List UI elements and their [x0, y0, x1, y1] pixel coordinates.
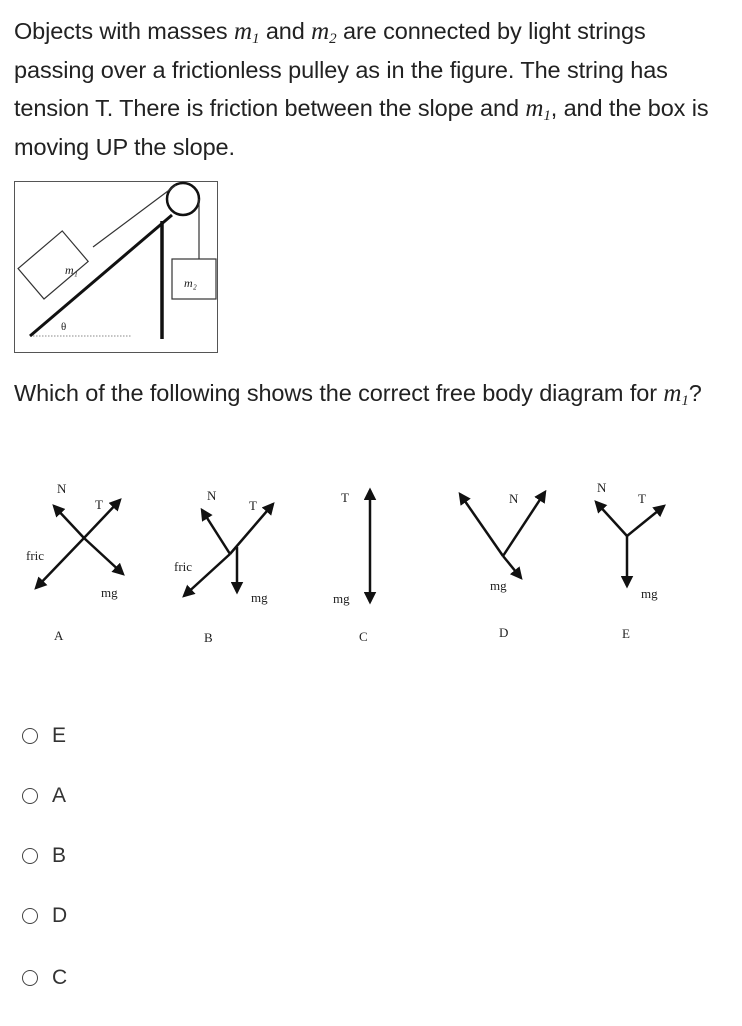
radio-button[interactable]: [22, 788, 38, 804]
diagram-a-weight-arrow: [84, 538, 123, 574]
option-c[interactable]: [22, 960, 67, 996]
diagram-b-letter: B: [204, 630, 213, 645]
diagram-a-friction-arrow: [36, 538, 84, 588]
diagram-e-label-mg: mg: [641, 586, 658, 601]
m2-symbol: $m_2$: [311, 18, 337, 47]
diagram-e-label-n: N: [597, 480, 607, 495]
diagram-a-label-mg: mg: [101, 585, 118, 600]
diagram-e-tension-arrow: [627, 506, 664, 536]
question-part: and: [259, 18, 312, 44]
diagram-b-label-fric: fric: [174, 559, 193, 574]
m1-symbol: $m_1$: [525, 95, 551, 124]
diagram-a-letter: A: [54, 628, 64, 643]
option-a[interactable]: [22, 778, 66, 814]
diagram-d-weight-arrow: [503, 556, 521, 578]
diagram-c-label-t: T: [341, 490, 349, 505]
radio-button[interactable]: [22, 908, 38, 924]
option-b[interactable]: [22, 838, 66, 874]
option-label: B: [52, 844, 67, 867]
diagram-d-tension-arrow: [460, 494, 503, 556]
question-part: , and the box is moving UP the slope.: [14, 95, 709, 160]
diagram-a-label-fric: fric: [26, 548, 45, 563]
diagram-e-normal-arrow: [596, 502, 627, 536]
question-part: Which of the following shows the correct free body diagram for: [14, 380, 664, 406]
radio-button[interactable]: [22, 728, 38, 744]
question-prompt: [14, 374, 729, 413]
diagram-e-letter: E: [622, 626, 630, 641]
diagram-c-letter: C: [359, 629, 368, 644]
m2-label: m₂: [184, 276, 197, 290]
diagram-b-normal-arrow: [202, 510, 230, 554]
option-e[interactable]: [22, 718, 66, 754]
diagram-d-label-mg: mg: [490, 578, 507, 593]
free-body-diagrams: [0, 470, 742, 650]
diagram-a-normal-arrow: [54, 506, 84, 538]
option-label: D: [52, 904, 68, 927]
question-part: are connected by light strings passing over a frictionless pulley as in the figure. The string has tension T: [14, 18, 668, 121]
diagram-a-label-t: T: [95, 497, 103, 512]
diagram-c-label-mg: mg: [333, 591, 350, 606]
theta-label: θ: [61, 321, 67, 333]
option-label: E: [52, 724, 67, 747]
question-part: Objects with masses: [14, 18, 235, 44]
diagram-b-label-t: T: [249, 498, 257, 513]
diagram-b-label-n: N: [207, 488, 217, 503]
radio-button[interactable]: [22, 848, 38, 864]
diagram-d-letter: D: [499, 625, 509, 640]
m1-label: m₁: [65, 263, 78, 277]
m1-symbol: $m_1$: [663, 380, 689, 409]
m1-symbol: $m_1$: [234, 18, 260, 47]
question-text: [14, 12, 729, 166]
diagram-b-label-mg: mg: [251, 590, 268, 605]
question-part: ?: [688, 380, 702, 406]
question-part: . There is friction between the slope and: [106, 95, 526, 121]
option-label: C: [52, 966, 68, 989]
radio-button[interactable]: [22, 970, 38, 986]
option-label: A: [52, 784, 67, 807]
diagram-e-label-t: T: [638, 491, 646, 506]
pulley-incline-figure: [14, 181, 219, 354]
diagram-d-label-n: N: [509, 491, 519, 506]
option-d[interactable]: [22, 898, 67, 934]
diagram-a-label-n: N: [57, 481, 67, 496]
